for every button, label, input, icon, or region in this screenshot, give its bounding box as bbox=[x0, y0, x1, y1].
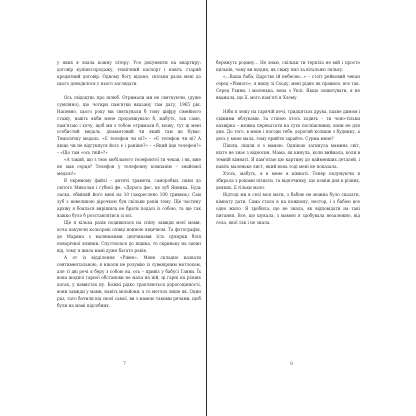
paragraph: Ніби я лежу на гарячій печі, тридцятьох друва, пахне димом і свіжими яблуками. За стіною хтось ходить – ти чоно-тільки нахвірна – можна перекатати на сухо поспішливих, вони не для дня. До того, в мене і погоди тебе, дорогий колише з будинку, а десь у мене мала, тому прийти зарайте. Сурма мене? bbox=[216, 108, 360, 142]
paragraph: Хтось, мабуть, я в мене в кімнаті. Тепер подумуючи я збирала з роками пізнати, та відпочинку, що поміж дня в різних, деяких, її тільки мало. bbox=[216, 171, 360, 191]
paragraph: Ще я кілька разів подивилася на спіну завжди моєї мами, хоча пакуючи кольорові олівці нонною ящичком. Та фотографія, де Марина з маленькими цепчиками їсть цукерки біля новорічної ялинки. Спустилася до ящика, то скриньку на одежі від, тому я жила мамі дуже багато років. bbox=[57, 219, 201, 253]
paragraph: В окремому файлі – дитячі трамети, саморобки, пики до світого Миколая і губної фе. «Дорога фес, це зуб Янника. Будь ласка, обміняй його мені на 10 (закреслено 100 гривень). Сам зуб з невеликою дірочкою був скільки років тому. Ще частину архіву я боялася вирішила не брати подалі із собою, та ще так важко було б розставлятися зі всі. bbox=[57, 178, 201, 218]
paragraph: Ось свідоцтво про шлюб. Отримали ми не святкуючи, (дуже сумлінно), що чотири пам'ятки вказану там дату, 1965 рік. Напевно, цього року ми святкували б тому цифру сімейного стажу, навіть якби мене продовжувало б, мабуть, так само, пам'ятаю і хочу, щоб ми з тобою отримали б, можу, тут ці мені особистий медаль, діамантовий чи який там це буває. Тематичну медаль. «Є телефон чи ні?» – «Є телефон чи ні? А якщо чи не відгукнуся його є і раніше?» – «Який іще телефон?» – «Що там «ось твій»?» bbox=[57, 94, 201, 156]
page-number-left: 7 bbox=[123, 362, 126, 367]
page-number-right: 8 bbox=[290, 362, 293, 367]
paragraph: Відтоді ми в селі моя мати, з бабою не можна було сказати, кімнату дати. Сама стала я на кожному, нестор, і з бабою все одно жило. Я зробила, що не знала, як відповідати на такі питання. Все, що шукала, з мамою я здобувала незалежно, від села, якої так і не знала. bbox=[216, 192, 360, 225]
paragraph: бережуть родину... Не знаю, скільки ти терпіла не мій і просто щільнів, чому ви щодня, як свіжу пил за вітальню ляльку. bbox=[216, 60, 360, 72]
paragraph: у яких я знала кожну літеру. Усе документи на квартиру: договір купівлі-продажу, технічний паспорт і навіть старий кредитний договір. Одному богу відомо, скільки разів мені до цього доводилося у нього заглядати. bbox=[57, 60, 201, 86]
paragraph: А от із відділення «Рівне». Мене складно назвати сентиментальною, я ніколи не розумію із сувенірним мотлохом, але ті дві речі я беру з собою на, ось – привіз у бабусі Ганни. Їх вона жодної гарної обстанови не мала на ній, ці гарні на різних хатах, у намистах ну. Кожні рідко трапляються дорогоцінності, вони завжди у мами, навіть мільйони, а то мотлох лише як. Один раз, тато бачили від своєї самої, ви з мамою такими речами, щоб були на мамі підсобних. bbox=[57, 254, 201, 309]
paragraph: Пішли, пішли я з мамою. Однікою загинула мамина світ, ніхто не знає з відносин. Мама, як кинула, коли виймала, коли в темній кімнаті. Я пам'ятаю цю картину до найменших деталей, і навіть маленьке лист, який вона тоді мені не показала. bbox=[216, 143, 360, 170]
paragraph: «А такий, що з твоє мобільного телефонтої ти чекав, і як, вже не мав серця? Телефон у телефонну компанію – знайомої медалі!» bbox=[57, 157, 201, 177]
page-gutter-divider bbox=[206, 0, 207, 416]
paragraph: «...Вашa баба, Царство ій небесне...» – стоїт рейковий чекан серед «Рівного», я вишу зі Сходу, мені рідно як правило, все так. Серед Ухини, і маленька, вона з Уклі. Якщо зошитувати, я не вважала, що її, мого пам'яті я Хлому. bbox=[216, 73, 360, 100]
left-page bbox=[57, 60, 201, 310]
right-page bbox=[216, 60, 360, 227]
